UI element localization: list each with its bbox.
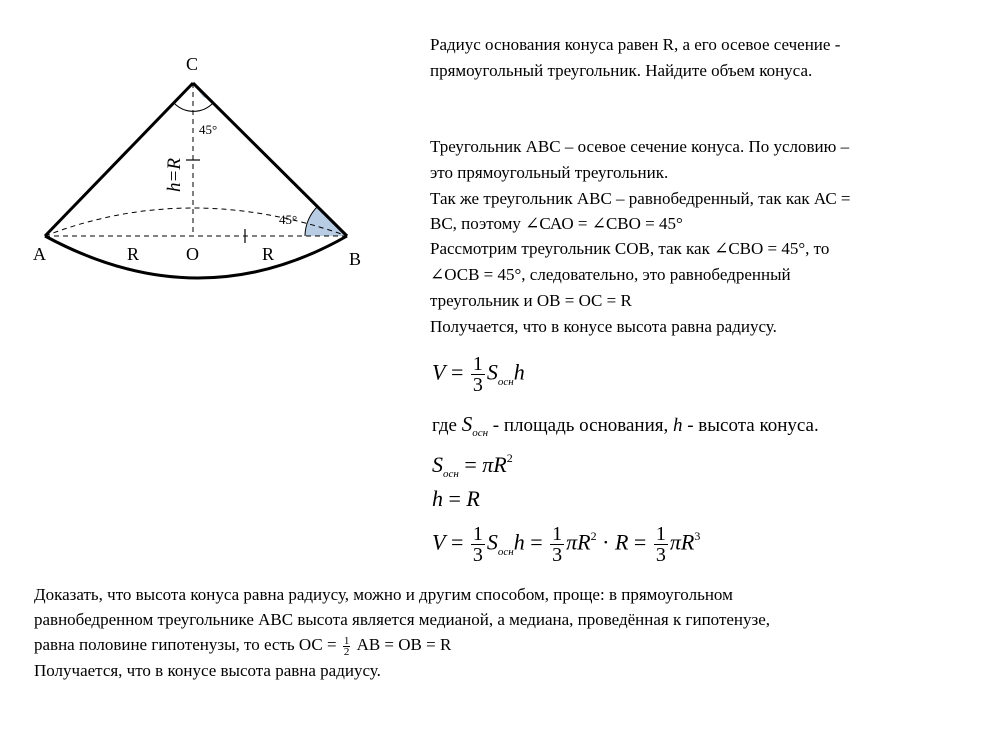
solution-line-4: ВС, поэтому ∠САО = ∠СВО = 45° [430,214,683,233]
label-r-right: R [262,244,275,264]
formula-base-area: $S_{осн} = \pi R^2$ [432,451,513,480]
problem-line-2: прямоугольный треугольник. Найдите объем конуса. [430,61,813,80]
label-c: C [186,54,199,74]
solution-line-8: Получается, что в конусе высота равна радиусу. [430,317,777,336]
label-angle-top: 45° [199,122,218,137]
side-cb [193,83,347,236]
bottom-line-2: равнобедренном треугольнике АВС высота является медианой, а медиана, проведённая к гипотенузе, [34,610,771,629]
solution-line-6: ∠ОСВ = 45°, следовательно, это равнобедренный [430,265,791,284]
label-height: h=R [164,158,185,192]
base-back-arc [45,208,347,236]
formula-where: где $S_{осн}$ - площадь основания, h - высота конуса. [432,412,819,439]
solution-line-3: Так же треугольник АВС – равнобедренный, так как АС = [430,189,851,208]
label-a: A [33,244,46,264]
bottom-line-1: Доказать, что высота конуса равна радиусу, можно и другим способом, проще: в прямоугольном [34,585,733,604]
formula-volume: V = $\frac{1}{3}$ $S_{осн}h$ [432,353,525,396]
bottom-line-3: равна половине гипотенузы, то есть ОС = $\frac{1}{2}$ АВ = ОВ = R [34,634,452,658]
formula-h-eq-r: h = R [432,486,480,511]
problem-line-1: Радиус основания конуса равен R, а его осевое сечение - [430,35,841,54]
bottom-line-4: Получается, что в конусе высота равна радиусу. [34,661,381,680]
label-o: O [186,244,199,264]
solution-line-7: треугольник и ОВ = ОС = R [430,291,632,310]
solution-line-1: Треугольник АВС – осевое сечение конуса. По условию – [430,137,850,156]
label-b: B [349,249,362,269]
solution-line-5: Рассмотрим треугольник СОВ, так как ∠СВО = 45°, то [430,239,830,258]
label-angle-bottom: 45° [279,212,298,227]
cone-figure [0,0,400,300]
formula-final-volume: V = $\frac{1}{3}$ $S_{осн}h$ = $\frac{1}{3}$ $\pi R^2 \cdot R$ = $\frac{1}{3}$ $\pi R^3$ [432,523,701,566]
solution-line-2: это прямоугольный треугольник. [430,163,669,182]
label-r-left: R [127,244,140,264]
